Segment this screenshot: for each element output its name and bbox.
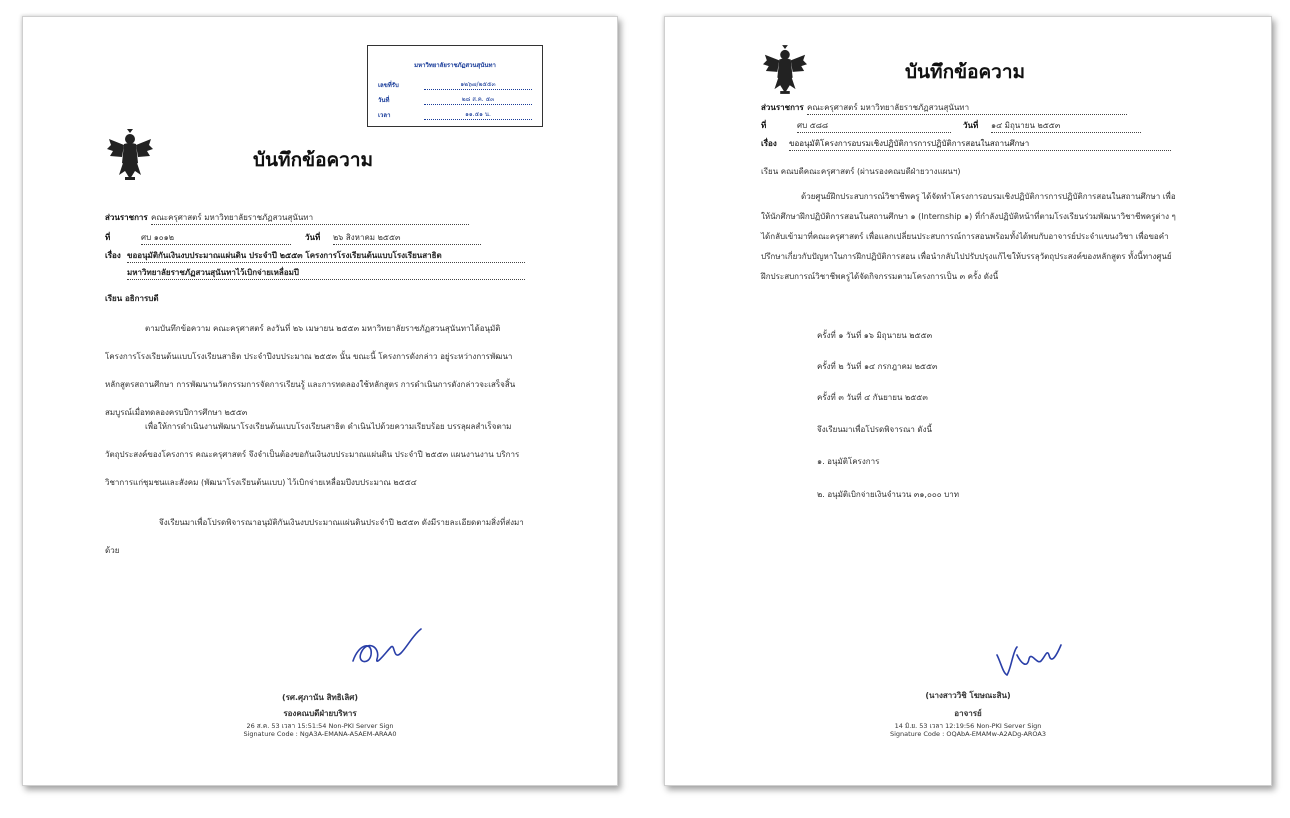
body-paragraph-1: ตามบันทึกข้อความ คณะครุศาสตร์ ลงวันที่ ๒๖ เมษายน ๒๕๕๓ มหาวิทยาลัยราชภัฏสวนสุนันทาได้อนุมัติโครงการโรงเรียนต้นแบบโรงเรียนสาธิต ประจำปีงบประมาณ ๒๕๕๓ นั้น ขณะนี้ โครงการดังกล่าว อยู่ระหว่างการพัฒนาหลักสูตรสถานศึกษา การพัฒนานวัตกรรมการจัดการเรียนรู้ และการทดลองใช้หลักสูตร การดำเนินการดังกล่าวจะเสร็จสิ้นสมบูรณ์เมื่อทดลองครบปีการศึกษา ๒๕๕๓ bbox=[105, 324, 516, 417]
signer-position: รองคณบดีฝ่ายบริหาร bbox=[283, 709, 357, 718]
stamp-receive-label: เลขที่รับ bbox=[378, 82, 399, 89]
stamp-date-label: วันที่ bbox=[378, 97, 390, 104]
signature-mark bbox=[991, 629, 1071, 681]
subject-line-1: ขออนุมัติกันเงินงบประมาณแผ่นดิน ประจำปี ๒๕๕๓ โครงการโรงเรียนต้นแบบโรงเรียนสาธิต bbox=[127, 249, 525, 263]
e-sign-code: Signature Code : OQAbA-EMAMw-A2ADg-AROA3 bbox=[889, 730, 1047, 738]
e-sign-timestamp: 26 ส.ค. 53 เวลา 15:51:54 Non-PKI Server Sign bbox=[246, 722, 394, 730]
stamp-time-label: เวลา bbox=[378, 112, 391, 119]
body-paragraph-2: เพื่อให้การดำเนินงานพัฒนาโรงเรียนต้นแบบโรงเรียนสาธิต ดำเนินไปด้วยความเรียบร้อย บรรลุผลสำเร็จตามวัตถุประสงค์ของโครงการ คณะครุศาสตร์ จึงจำเป็นต้องขอกันเงินงบประมาณแผ่นดิน ประจำปี ๒๕๕๓ แผนงานงาน บริการวิชาการแก่ชุมชนและสังคม (พัฒนาโรงเรียนต้นแบบ) ไว้เบิกจ่ายเหลื่อมปีงบประมาณ ๒๕๕๔ bbox=[105, 422, 520, 487]
signer-name: (นางสาววิชิ โฆษณะสิน) bbox=[925, 691, 1011, 700]
list-item: ๑. อนุมัติโครงการ bbox=[817, 457, 880, 466]
signer-name: (รศ.ศุภานัน สิทธิเลิศ) bbox=[281, 693, 359, 702]
date-label: วันที่ bbox=[305, 233, 321, 242]
stamp-receive-value: ๑๒๖๗/๒๕๕๓ bbox=[424, 79, 532, 90]
reference-label: ที่ bbox=[105, 233, 111, 242]
memo-page-1 bbox=[22, 16, 618, 786]
department-label: ส่วนราชการ bbox=[761, 103, 804, 112]
stamp-header: มหาวิทยาลัยราชภัฏสวนสุนันทา bbox=[414, 62, 496, 69]
reference-value: ศบ ๑๐๑๒ bbox=[141, 231, 291, 245]
date-value: ๒๖ สิงหาคม ๒๕๕๓ bbox=[333, 231, 481, 245]
subject-label: เรื่อง bbox=[105, 251, 121, 260]
receipt-stamp bbox=[367, 45, 543, 127]
salutation: เรียน คณบดีคณะครุศาสตร์ (ผ่านรองคณบดีฝ่ายวางแผนฯ) bbox=[761, 167, 961, 176]
subject-label: เรื่อง bbox=[761, 139, 777, 148]
body-paragraph-3: จึงเรียนมาเพื่อโปรดพิจารณาอนุมัติกันเงินงบประมาณแผ่นดินประจำปี ๒๕๕๓ ดังมีรายละเอียดตามสิ่งที่ส่งมาด้วย bbox=[105, 518, 524, 555]
department-label: ส่วนราชการ bbox=[105, 213, 148, 222]
date-label: วันที่ bbox=[963, 121, 979, 130]
memo-title: บันทึกข้อความ bbox=[905, 61, 1026, 83]
body-paragraph-1: ด้วยศูนย์ฝึกประสบการณ์วิชาชีพครู ได้จัดทำโครงการอบรมเชิงปฏิบัติการการปฏิบัติการสอนในสถานศึกษา เพื่อให้นักศึกษาฝึกปฏิบัติการสอนในสถานศึกษา ๑ (Internship ๑) ที่กำลังปฏิบัติหน้าที่ตามโรงเรียนร่วมพัฒนาวิชาชีพครูต่าง ๆ ได้กลับเข้ามาที่คณะครุศาสตร์ เพื่อแลกเปลี่ยนประสบการณ์การสอนพร้อมทั้งได้พบกับอาจารย์ประจำแขนงวิชา เพื่อขอคำปรึกษาเกี่ยวกับปัญหาในการฝึกปฏิบัติการสอน เพื่อนำกลับไปปรับปรุงแก้ไขให้บรรลุวัตถุประสงค์ของหลักสูตร ทั้งนี้ทางศูนย์ฝึกประสบการณ์วิชาชีพครูได้จัดกิจกรรมตามโครงการเป็น ๓ ครั้ง ดังนี้ bbox=[761, 192, 1176, 281]
list-item: ครั้งที่ ๑ วันที่ ๑๖ มิถุนายน ๒๕๕๓ bbox=[817, 331, 933, 340]
salutation: เรียน อธิการบดี bbox=[105, 294, 159, 303]
department-value: คณะครุศาสตร์ มหาวิทยาลัยราชภัฏสวนสุนันทา bbox=[807, 101, 1127, 115]
list-item: ครั้งที่ ๒ วันที่ ๑๔ กรกฎาคม ๒๕๕๓ bbox=[817, 362, 938, 371]
garuda-emblem-icon bbox=[763, 45, 807, 95]
list-item: จึงเรียนมาเพื่อโปรดพิจารณา ดังนี้ bbox=[817, 425, 933, 434]
signer-position: อาจารย์ bbox=[954, 709, 982, 718]
e-sign-timestamp: 14 มิ.ย. 53 เวลา 12:19:56 Non-PKI Server Sign bbox=[894, 722, 1042, 730]
stamp-time-value: ๑๑.๕๑ น. bbox=[424, 109, 532, 120]
subject-line-2: มหาวิทยาลัยราชภัฏสวนสุนันทาไว้เบิกจ่ายเหลื่อมปี bbox=[127, 266, 525, 280]
list-item: ๒. อนุมัติเบิกจ่ายเงินจำนวน ๓๑,๐๐๐ บาท bbox=[817, 490, 960, 499]
memo-title: บันทึกข้อความ bbox=[253, 149, 374, 171]
stamp-date-value: ๒๘ ส.ค. ๕๓ bbox=[424, 94, 532, 105]
e-sign-code: Signature Code : NgA3A-EMANA-A5AEM-ARAA0 bbox=[243, 730, 397, 738]
reference-value: ศบ ๕๘๘ bbox=[797, 119, 951, 133]
department-value: คณะครุศาสตร์ มหาวิทยาลัยราชภัฏสวนสุนันทา bbox=[151, 211, 469, 225]
date-value: ๑๔ มิถุนายน ๒๕๕๓ bbox=[991, 119, 1141, 133]
subject-value: ขออนุมัติโครงการอบรมเชิงปฏิบัติการการปฏิบัติการสอนในสถานศึกษา bbox=[789, 137, 1171, 151]
reference-label: ที่ bbox=[761, 121, 767, 130]
memo-page-2 bbox=[664, 16, 1272, 786]
list-item: ครั้งที่ ๓ วันที่ ๔ กันยายน ๒๕๕๓ bbox=[817, 393, 928, 402]
garuda-emblem-icon bbox=[107, 129, 153, 181]
signature-mark bbox=[347, 617, 427, 675]
